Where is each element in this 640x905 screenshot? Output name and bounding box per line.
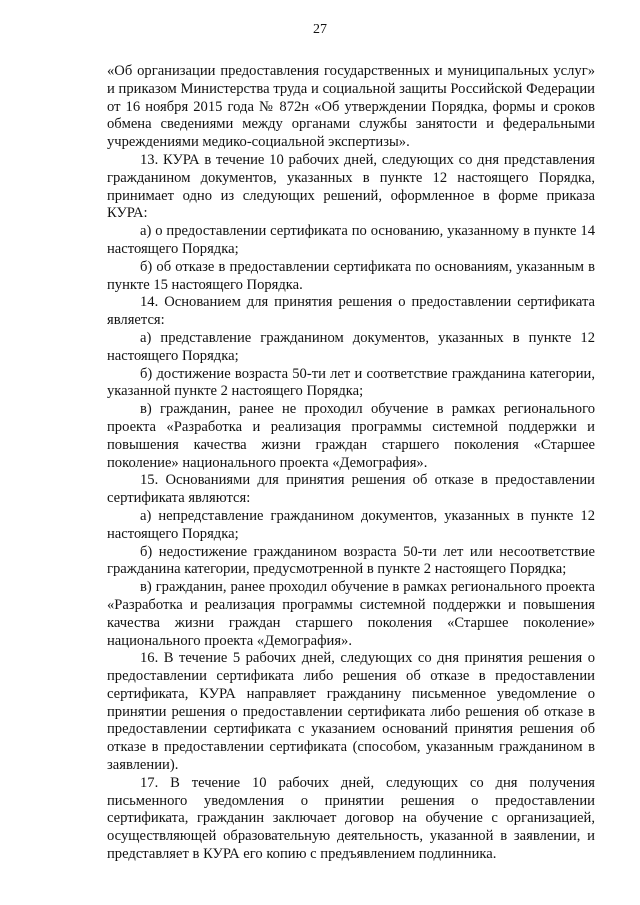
paragraph-15-b: б) недостижение гражданином возраста 50-ти лет или несоответствие гражданина категории, предусмотренной в пункте 2 настоящего Порядка; [107,543,595,578]
paragraph-16: 16. В течение 5 рабочих дней, следующих со дня принятия решения о предоставлении сертификата либо решения об отказе в предоставлении сертификата, КУРА направляет гражданину письменное уведомление о принятии решения о предоставлении сертификата либо решения об отказе в предоставлении сертификата с указанием оснований принятия решения об отказе в предоставлении сертификата (способом, указанным гражданином в заявлении). [107,650,595,774]
paragraph-15-v: в) гражданин, ранее проходил обучение в рамках регионального проекта «Разработка и реализация программы системной поддержки и повышения качества жизни граждан старшего поколения «Старшее поколение» национального проекта «Демография». [107,579,595,649]
paragraph-15-a: а) непредставление гражданином документов, указанных в пункте 12 настоящего Порядка; [107,507,595,542]
paragraph-14-v: в) гражданин, ранее не проходил обучение в рамках регионального проекта «Разработка и реализация программы системной поддержки и повышения качества жизни граждан старшего поколения «Старшее поколение» национального проекта «Демография». [107,401,595,471]
page-number: 27 [313,22,327,37]
paragraph-14-b: б) достижение возраста 50-ти лет и соответствие гражданина категории, указанной пункте 2 настоящего Порядка; [107,365,595,400]
paragraph-14: 14. Основанием для принятия решения о предоставлении сертификата является: [107,294,595,329]
paragraph-continuation: «Об организации предоставления государственных и муниципальных услуг» и приказом Министерства труда и социальной защиты Российской Федерации от 16 ноября 2015 года № 872н «Об утверждении Порядка, формы и сроков обмена сведениями между органами службы занятости и федеральными учреждениями медико-социальной экспертизы». [107,63,595,151]
paragraph-15: 15. Основаниями для принятия решения об отказе в предоставлении сертификата являются: [107,472,595,507]
paragraph-17: 17. В течение 10 рабочих дней, следующих со дня получения письменного уведомления о принятии решения о предоставлении сертификата, гражданин заключает договор на обучение с организацией, осуществляющей образовательную деятельность, указанной в заявлении, и представляет в КУРА его копию с предъявлением подлинника. [107,774,595,863]
paragraph-13-b: б) об отказе в предоставлении сертификата по основаниям, указанным в пункте 15 настоящего Порядка. [107,258,595,293]
paragraph-13: 13. КУРА в течение 10 рабочих дней, следующих со дня представления гражданином документов, указанных в пункте 12 настоящего Порядка, принимает одно из следующих решений, оформленное в форме приказа КУРА: [107,151,595,222]
paragraph-13-a: а) о предоставлении сертификата по основанию, указанному в пункте 14 настоящего Порядка; [107,223,595,257]
document-body [107,63,595,864]
paragraph-14-a: а) представление гражданином документов, указанных в пункте 12 настоящего Порядка; [107,329,595,364]
